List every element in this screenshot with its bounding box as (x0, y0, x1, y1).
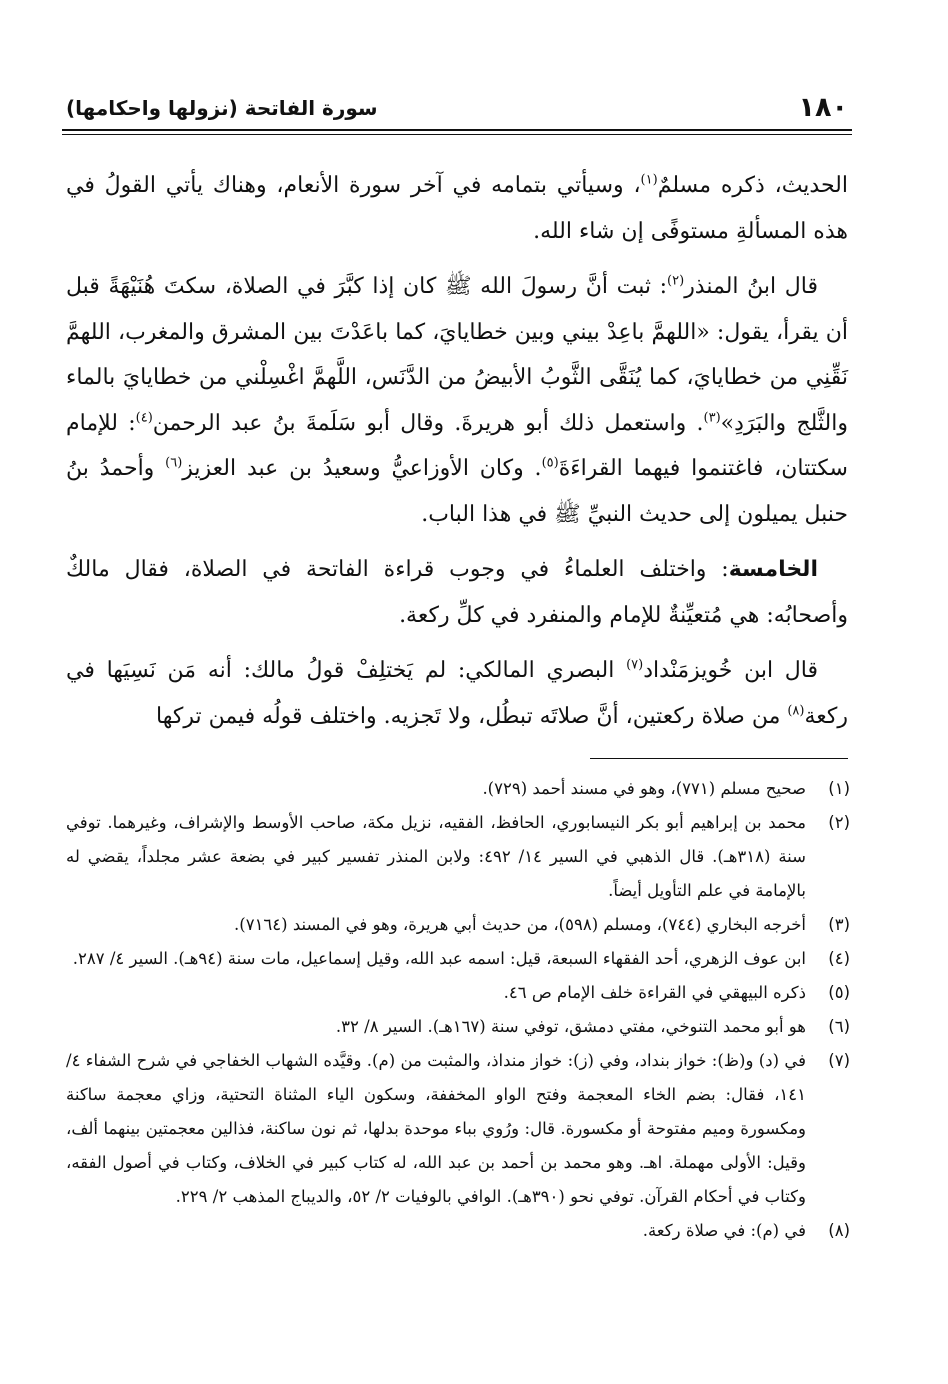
header-rule-thin (62, 134, 852, 135)
footnote-item (66, 1044, 850, 1214)
paragraph-4 (66, 648, 848, 739)
paragraph-text: من صلاة ركعتين، أنَّ صلاتَه تبطُل، ولا تَجزيه. واختلف قولُه فيمن تركها (156, 703, 788, 729)
footnote-item (66, 806, 850, 908)
footnote-ref-1[interactable]: (١) (640, 172, 658, 188)
paragraph-text: وأحمدُ بنُ حنبل يميلون إلى حديث النبيِّ ﷺ في هذا الباب. (66, 456, 848, 527)
paragraph-text: : ثبت أنَّ رسولَ الله ﷺ كان إذا كبَّرَ في الصلاة، سكتَ هُنَيْهَةً قبل أن يقرأ، يقول: «اللهمَّ باعِدْ بيني وبين خطايايَ، كما باعَدْتَ بين المشرق والمغرب، اللهمَّ نَقِّنِي من خطايايَ، كما يُنَقَّى الثَّوبُ الأبيضُ من الدَّنَس، اللَّهمَّ اغْسِلْني من خطايايَ بالماء والثَّلج والبَرَدِ» (66, 274, 848, 436)
footnote-text: في (م): في صلاة ركعة. (642, 1221, 806, 1240)
footnote-ref-5[interactable]: (٥) (541, 455, 559, 471)
paragraph-text: البصري المالكي: لم يَختلِفْ قولُ مالك: أنه مَن نَسِيَها في ركعة (66, 658, 848, 729)
footnote-number: (٧) (828, 1051, 850, 1070)
main-text (66, 163, 848, 749)
footnote-number: (٣) (828, 915, 850, 934)
header-rule (62, 129, 852, 131)
footnote-number: (١) (828, 779, 850, 798)
paragraph-text: . وكان الأوزاعيُّ وسعيدُ بن عبد العزيز (182, 456, 542, 481)
footnotes (66, 772, 850, 1248)
paragraph-text: قال ابن خُويزمَنْداد (643, 658, 818, 683)
footnote-text: ابن عوف الزهري، أحد الفقهاء السبعة، قيل: اسمه عبد الله، وقيل إسماعيل، مات سنة (٩٤هـ). السير ٤/ ٢٨٧. (72, 949, 806, 968)
footnote-separator (590, 758, 848, 759)
footnote-item (66, 942, 850, 976)
footnote-text: محمد بن إبراهيم أبو بكر النيسابوري، الحافظ، الفقيه، نزيل مكة، صاحب الأوسط والإشراف، وغيرهما. توفي سنة (٣١٨هـ). قال الذهبي في السير ١٤/ ٤٩٢: ولابن المنذر تفسير كبير في بضعة عشر مجلداً، يقضي له بالإمامة في علم التأويل أيضاً. (66, 813, 806, 900)
footnote-text: في (د) و(ظ): خواز بنداد، وفي (ز): خواز منداذ، والمثبت من (م). وقيَّده الشهاب الخفاجي في شرح الشفاء ٤/ ١٤١، فقال: بضم الخاء المعجمة وفتح الواو المخففة، وسكون الياء المثناة التحتية، وزاي معجمة ساكنة ومكسورة وميم مفتوحة أو مكسورة. قال: ورُوي بباء موحدة بدلها، ثم نون ساكنة، فذالين معجمتين بينهما ألف، وقيل: الأولى مهملة. اهـ. وهو محمد بن أحمد بن عبد الله، له كتاب كبير في الخلاف، وكتاب في أصول الفقه، وكتاب في أحكام القرآن. توفي نحو (٣٩٠هـ). الوافي بالوفيات ٢/ ٥٢، والديباج المذهب ٢/ ٢٢٩. (66, 1051, 806, 1206)
running-title: سورة الفاتحة (نزولها واحكامها) (66, 96, 378, 120)
page-number: ١٨٠ (798, 92, 848, 123)
paragraph-text: . واستعمل ذلك أبو هريرةَ. وقال أبو سَلَمةَ بنُ عبد الرحمن (152, 410, 704, 436)
footnote-number: (٢) (828, 813, 850, 832)
page-header (62, 88, 852, 132)
paragraph-text: : للإمام سكتتان، فاغتنموا فيهما القراءَةَ (66, 410, 848, 481)
footnote-text: هو أبو محمد التنوخي، مفتي دمشق، توفي سنة (١٦٧هـ). السير ٨/ ٣٢. (335, 1017, 806, 1036)
footnote-number: (٨) (828, 1221, 850, 1240)
paragraph-1 (66, 163, 848, 254)
footnote-number: (٦) (828, 1017, 850, 1036)
footnote-ref-3[interactable]: (٣) (703, 410, 721, 426)
footnote-item (66, 1010, 850, 1044)
footnote-text: صحيح مسلم (٧٧١)، وهو في مسند أحمد (٧٢٩). (482, 779, 806, 798)
paragraph-2 (66, 264, 848, 537)
footnote-number: (٤) (828, 949, 850, 968)
footnote-ref-7[interactable]: (٧) (626, 657, 644, 673)
section-lead: الخامسة (728, 557, 818, 582)
footnote-text: أخرجه البخاري (٧٤٤)، ومسلم (٥٩٨)، من حديث أبي هريرة، وهو في المسند (٧١٦٤). (234, 915, 806, 934)
footnote-ref-4[interactable]: (٤) (135, 410, 153, 426)
footnote-item (66, 908, 850, 942)
footnote-item (66, 976, 850, 1010)
paragraph-text: قال ابنُ المنذر (684, 274, 818, 299)
paragraph-text: ، وسيأتي بتمامه في آخر سورة الأنعام، وهناك يأتي القولُ في هذه المسألةِ مستوفًى إن شاء الله. (66, 173, 848, 244)
footnote-item (66, 772, 850, 806)
footnote-ref-2[interactable]: (٢) (667, 273, 685, 289)
footnote-number: (٥) (828, 983, 850, 1002)
paragraph-3 (66, 547, 848, 638)
paragraph-text: الحديث، ذكره مسلمٌ (657, 173, 848, 198)
footnote-text: ذكره البيهقي في القراءة خلف الإمام ص ٤٦. (503, 983, 806, 1002)
footnote-ref-6[interactable]: (٦) (165, 455, 183, 471)
footnote-item (66, 1214, 850, 1248)
footnote-ref-8[interactable]: (٨) (787, 703, 805, 719)
paragraph-text: : واختلف العلماءُ في وجوب قراءة الفاتحة في الصلاة، فقال مالكٌ وأصحابُه: هي مُتعيِّنةٌ للإمام والمنفرد في كلِّ ركعة. (66, 557, 848, 628)
